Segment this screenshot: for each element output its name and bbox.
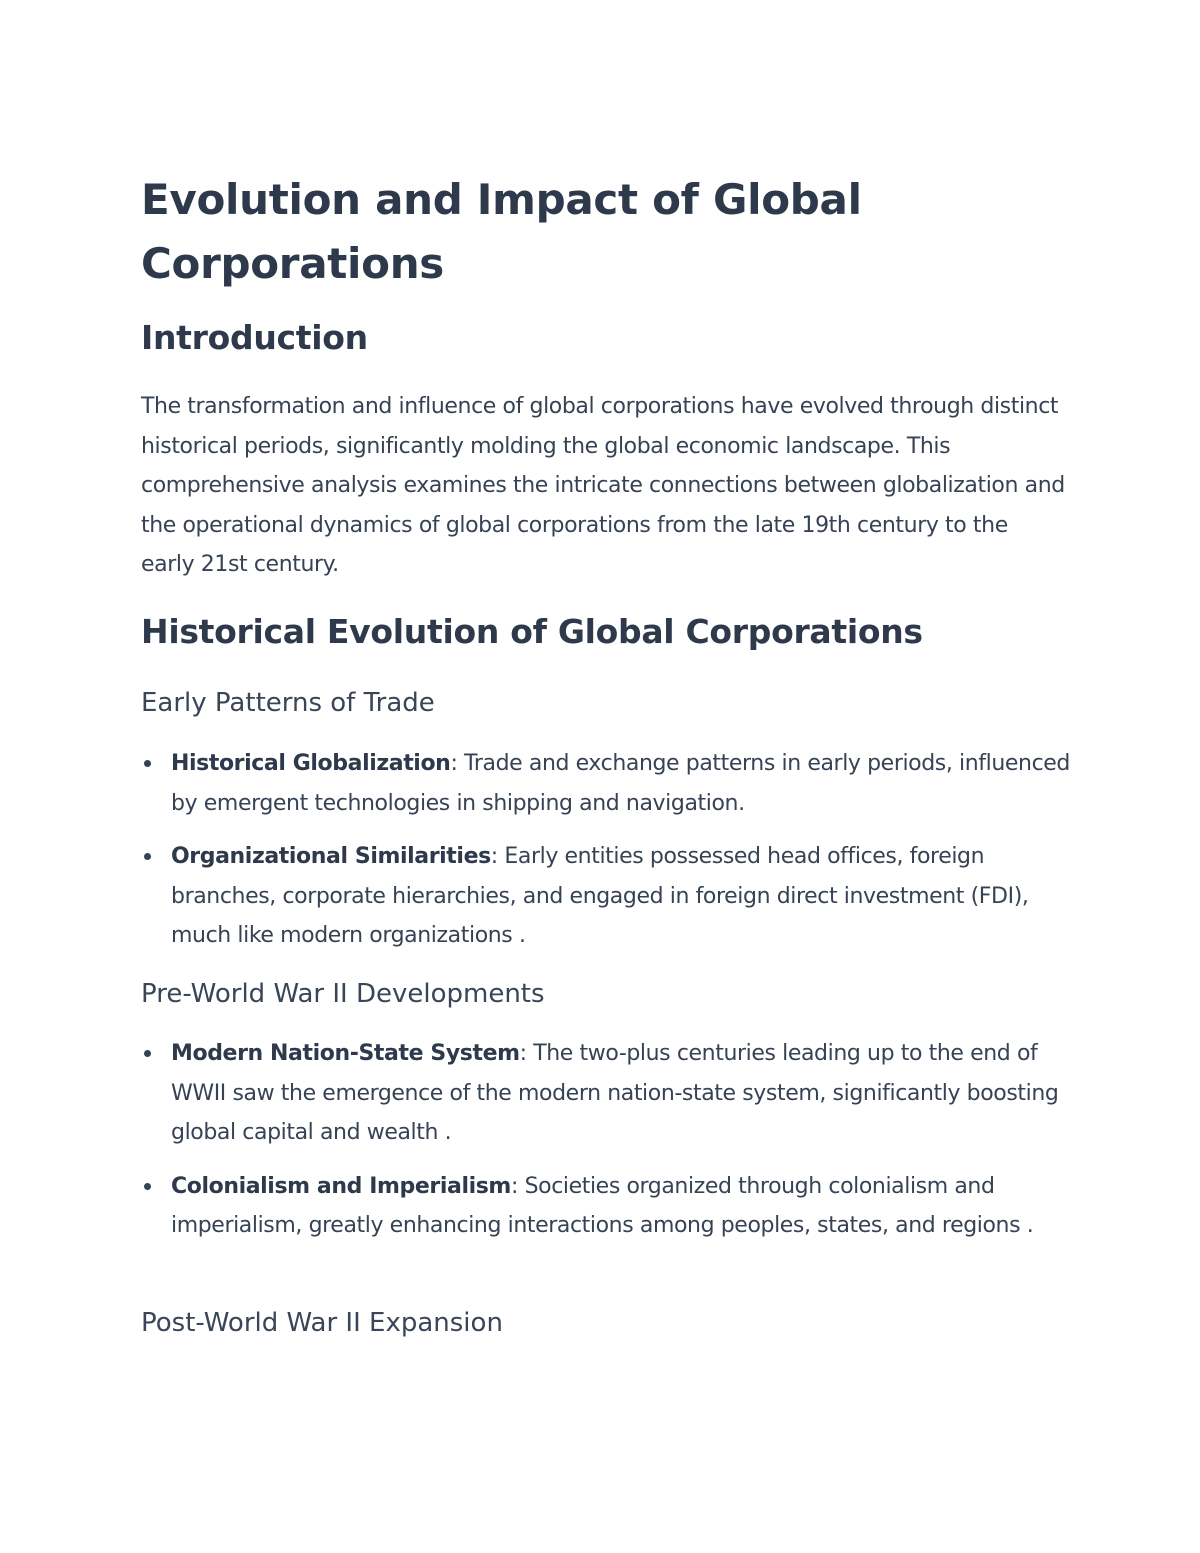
bullet-text: : The two-plus centuries leading up to the end of WWII saw the emergence of the modern nation-state system, significantly boosting global capital and wealth .: [171, 1041, 1059, 1145]
early-patterns-list: [141, 744, 1071, 970]
pre-wwii-list: [141, 1034, 1071, 1260]
list-item: [141, 744, 1071, 823]
bullet-term: Organizational Similarities: [171, 844, 491, 869]
bullet-text: : Early entities possessed head offices, foreign branches, corporate hierarchies, and engaged in foreign direct investment (FDI), much like modern organizations .: [171, 844, 1029, 948]
document-title: Evolution and Impact of Global Corporations: [141, 175, 862, 288]
bullet-text: : Societies organized through colonialism and imperialism, greatly enhancing interactions among peoples, states, and regions .: [171, 1173, 1034, 1238]
list-item: [141, 837, 1071, 956]
list-item: [141, 1167, 1071, 1246]
subsection-heading-pre-wwii: Pre-World War II Developments: [141, 979, 545, 1009]
section-heading-historical-evolution: Historical Evolution of Global Corporations: [141, 612, 923, 651]
subsection-heading-early-patterns: Early Patterns of Trade: [141, 688, 435, 718]
bullet-dot: [144, 1183, 151, 1190]
section-heading-introduction: Introduction: [141, 318, 368, 357]
introduction-paragraph: The transformation and influence of global corporations have evolved through distinct historical periods, significantly molding the global economic landscape. This comprehensive analysis examines the intricate connections between globalization and the operational dynamics of global corporations from the late 19th century to the early 21st century.: [141, 394, 1065, 577]
list-item: [141, 1034, 1071, 1153]
bullet-dot: [144, 1050, 151, 1057]
bullet-term: Historical Globalization: [171, 751, 451, 776]
bullet-dot: [144, 853, 151, 860]
bullet-dot: [144, 760, 151, 767]
bullet-term: Colonialism and Imperialism: [171, 1173, 511, 1199]
subsection-heading-post-wwii: Post-World War II Expansion: [141, 1308, 503, 1338]
bullet-text: : Trade and exchange patterns in early periods, influenced by emergent technologies in shipping and navigation.: [171, 751, 1070, 816]
bullet-term: Modern Nation-State System: [171, 1041, 520, 1066]
